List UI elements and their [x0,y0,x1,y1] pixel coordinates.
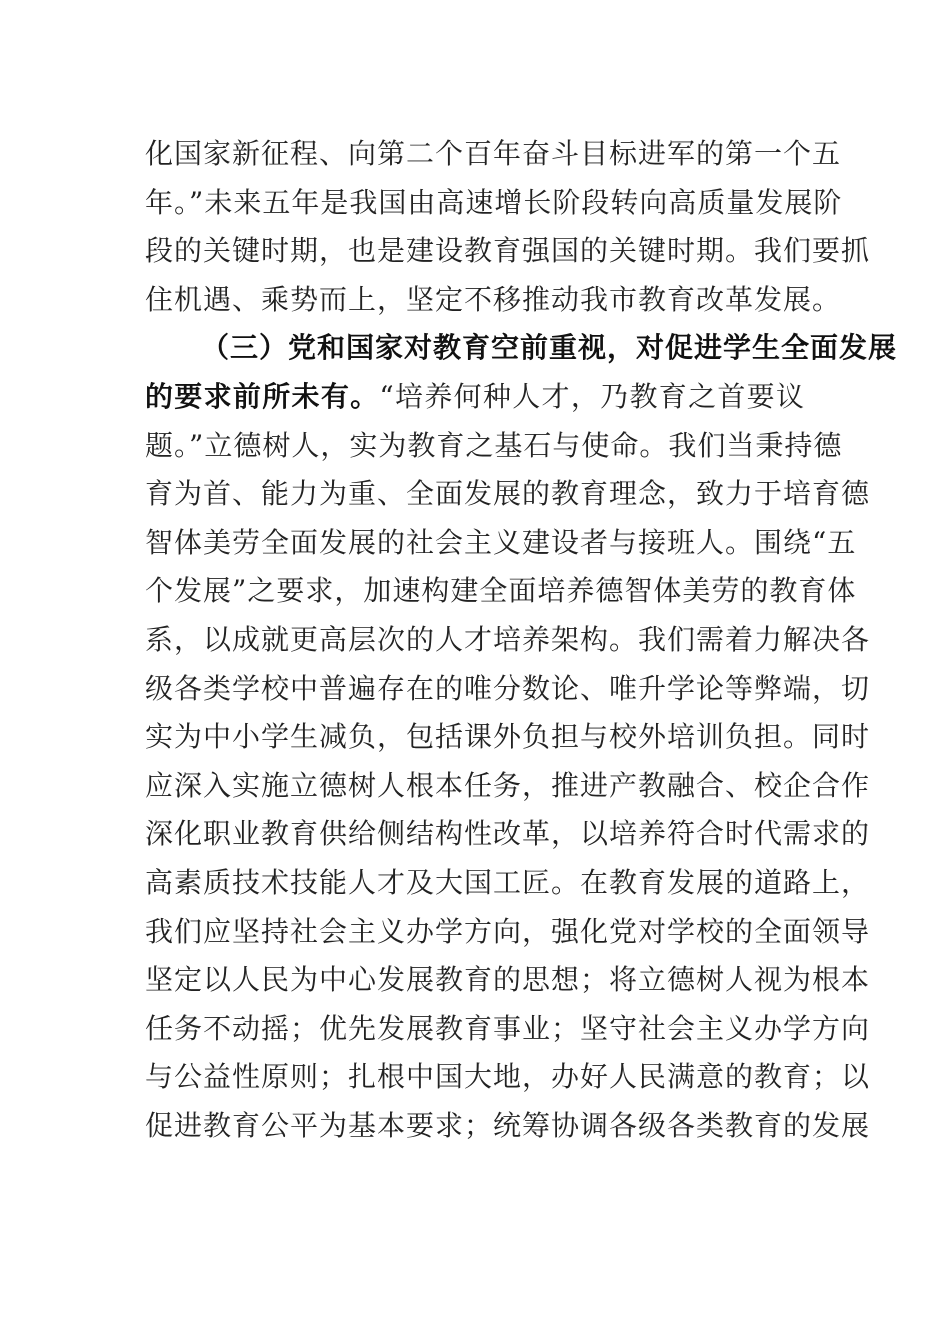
text-line: 深化职业教育供给侧结构性改革，以培养符合时代需求的 [145,817,871,851]
text-line: 坚定以人民为中心发展教育的思想；将立德树人视为根本 [145,963,871,997]
text-line: 系，以成就更高层次的人才培养架构。我们需着力解决各 [145,622,871,656]
text-line: 育为首、能力为重、全面发展的教育理念，致力于培育德 [145,477,871,511]
section-heading-continuation [145,373,805,422]
text-line: 与公益性原则；扎根中国大地，办好人民满意的教育；以 [145,1060,871,1094]
text-line: 任务不动摇；优先发展教育事业；坚守社会主义办学方向 [145,1011,871,1045]
text-line: 智体美劳全面发展的社会主义建设者与接班人。围绕“五 [145,525,857,559]
section-heading-end: 的要求前所未有。 [145,379,380,413]
quote-start: “培养何种人才，乃教育之首要议 [379,379,805,413]
text-line: 高素质技术技能人才及大国工匠。在教育发展的道路上， [145,865,871,899]
text-line: 级各类学校中普遍存在的唯分数论、唯升学论等弊端，切 [145,671,871,705]
text-line: 个发展”之要求，加速构建全面培养德智体美劳的教育体 [145,574,857,608]
text-line: 住机遇、乘势而上，坚定不移推动我市教育改革发展。 [145,282,842,316]
text-line: 段的关键时期，也是建设教育强国的关键时期。我们要抓 [145,234,871,268]
text-line: 题。”立德树人，实为教育之基石与使命。我们当秉持德 [145,428,843,462]
section-heading: （三）党和国家对教育空前重视，对促进学生全面发展 [201,331,898,365]
document-body [145,130,898,1199]
text-line: 促进教育公平为基本要求；统筹协调各级各类教育的发展 [145,1108,871,1142]
text-line: 实为中小学生减负，包括课外负担与校外培训负担。同时 [145,720,871,754]
text-line: 应深入实施立德树人根本任务，推进产教融合、校企合作 [145,768,871,802]
text-line [145,1150,805,1199]
text-line: 化国家新征程、向第二个百年奋斗目标进军的第一个五 [145,137,842,170]
text-line: 我们应坚持社会主义办学方向，强化党对学校的全面领导 [145,914,871,948]
text-line: 年。”未来五年是我国由高速增长阶段转向高质量发展阶 [145,185,843,219]
